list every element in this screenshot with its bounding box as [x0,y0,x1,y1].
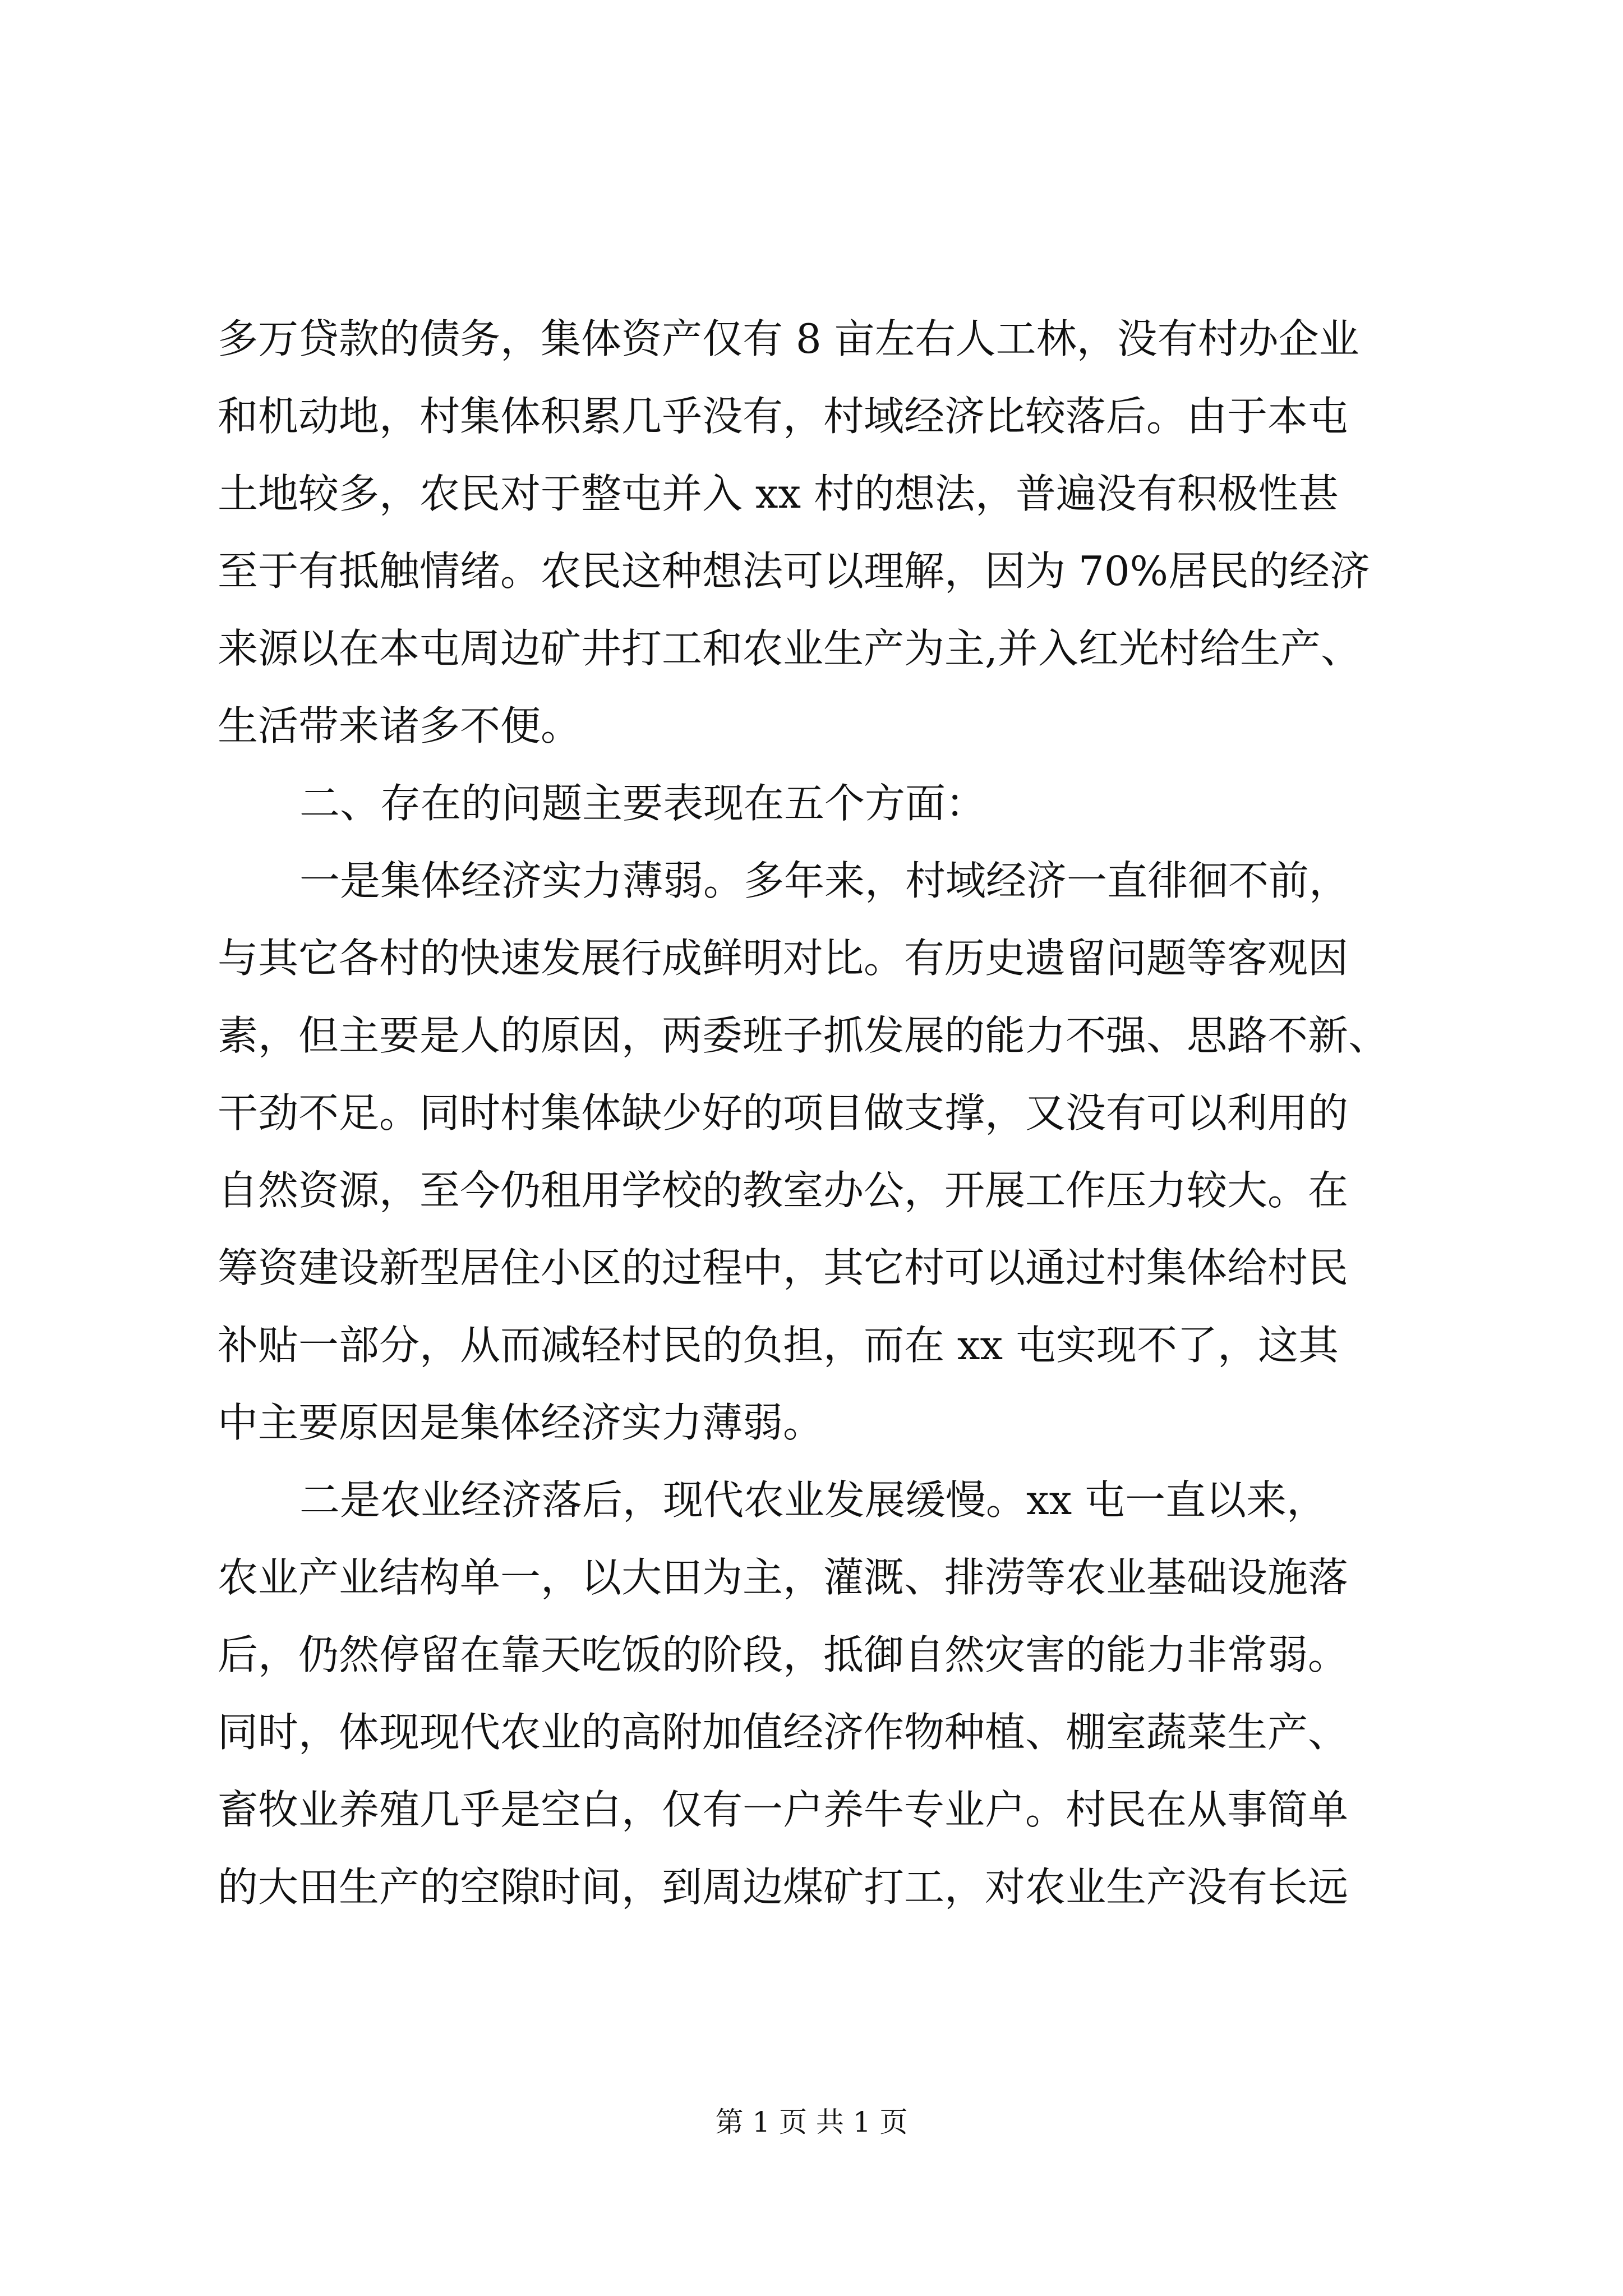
body-text [218,300,1407,1926]
text-line: 生活带来诸多不便。 [218,702,582,749]
text-line: 自然资源，至今仍租用学校的教室办公，开展工作压力较大。在 [218,1167,1349,1214]
text-line: 多万贷款的债务，集体资产仅有 8 亩左右人工林，没有村办企业 [218,315,1359,362]
text-line: 同时，体现现代农业的高附加值经济作物种植、棚室蔬菜生产、 [218,1709,1349,1756]
text-line: 来源以在本屯周边矿井打工和农业生产为主,并入红光村给生产、 [218,625,1361,672]
text-line: 中主要原因是集体经济实力薄弱。 [218,1399,824,1446]
text-line: 干劲不足。同时村集体缺少好的项目做支撑，又没有可以利用的 [218,1089,1349,1137]
text-line: 土地较多，农民对于整屯并入 xx 村的想法，普遍没有积极性甚 [218,470,1339,517]
text-line: 后，仍然停留在靠天吃饭的阶段，抵御自然灾害的能力非常弱。 [218,1631,1349,1678]
text-line: 农业产业结构单一，以大田为主，灌溉、排涝等农业基础设施落 [218,1554,1349,1601]
text-line: 与其它各村的快速发展行成鲜明对比。有历史遗留问题等客观因 [218,935,1349,982]
paragraph-first-line: 二是农业经济落后，现代农业发展缓慢。xx 屯一直以来， [299,1476,1327,1524]
text-line: 筹资建设新型居住小区的过程中，其它村可以通过村集体给村民 [218,1244,1349,1291]
page-number-footer: 第 1 页 共 1 页 [715,2106,908,2138]
text-line: 补贴一部分，从而减轻村民的负担，而在 xx 屯实现不了，这其 [218,1322,1339,1369]
text-line: 至于有抵触情绪。农民这种想法可以理解，因为 70%居民的经济 [218,547,1370,595]
section-heading: 二、存在的问题主要表现在五个方面： [299,780,986,827]
text-line: 和机动地，村集体积累几乎没有，村域经济比较落后。由于本屯 [218,393,1349,440]
text-line: 素，但主要是人的原因，两委班子抓发展的能力不强、思路不新、 [218,1012,1389,1059]
text-line: 畜牧业养殖几乎是空白，仅有一户养牛专业户。村民在从事简单 [218,1786,1349,1833]
text-line: 的大田生产的空隙时间，到周边煤矿打工，对农业生产没有长远 [218,1864,1349,1911]
paragraph-first-line: 一是集体经济实力薄弱。多年来，村域经济一直徘徊不前， [299,857,1350,904]
